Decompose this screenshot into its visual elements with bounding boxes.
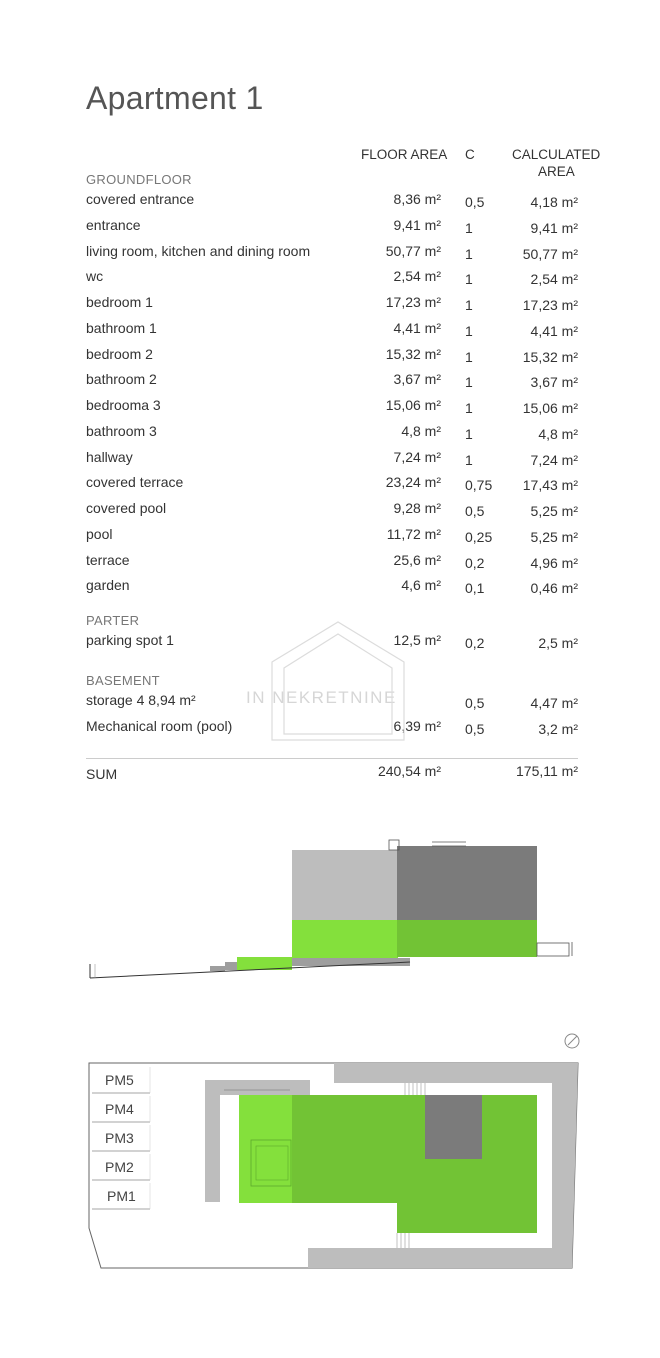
header-calculated: CALCULATED: [512, 147, 601, 162]
sum-calculated: 175,11 m²: [516, 763, 578, 779]
room-name: living room, kitchen and dining room: [86, 243, 311, 259]
coefficient-value: 1: [465, 220, 473, 236]
header-c: C: [465, 147, 475, 162]
parking-label: PM4: [105, 1101, 134, 1117]
header-floor-area: FLOOR AREA: [361, 147, 448, 162]
calculated-area-value: 17,23 m²: [522, 297, 578, 313]
calculated-area-value: 0,46 m²: [530, 580, 578, 596]
floor-area-value: 25,6 m²: [393, 552, 441, 568]
coefficient-value: 1: [465, 452, 473, 468]
calculated-area-value: 5,25 m²: [530, 529, 578, 545]
room-name: Mechanical room (pool): [86, 718, 233, 734]
floor-area-value: 4,41 m²: [393, 320, 441, 336]
coefficient-value: 1: [465, 323, 473, 339]
coefficient-value: 1: [465, 297, 473, 313]
header-area: AREA: [538, 164, 575, 179]
watermark: IN NEKRETNINE: [246, 688, 397, 707]
floor-area-value: 23,24 m²: [385, 474, 441, 490]
coefficient-value: 0,5: [465, 194, 485, 210]
room-name: hallway: [86, 449, 133, 465]
floor-area-value: 4,6 m²: [401, 577, 441, 593]
floor-area-value: 15,32 m²: [385, 346, 441, 362]
floor-area-value: 17,23 m²: [385, 294, 441, 310]
room-name: covered pool: [86, 500, 167, 516]
coefficient-value: 0,5: [465, 695, 485, 711]
room-name: bedroom 2: [86, 346, 153, 362]
room-name: parking spot 1: [86, 632, 174, 648]
calculated-area-value: 7,24 m²: [530, 452, 578, 468]
calculated-area-value: 17,43 m²: [522, 477, 578, 493]
room-name: pool: [86, 526, 113, 542]
sum-floor-area: 240,54 m²: [377, 763, 441, 779]
calculated-area-value: 9,41 m²: [530, 220, 578, 236]
floor-area-value: 8,36 m²: [393, 191, 441, 207]
floor-area-value: 11,72 m²: [386, 526, 441, 542]
room-name: storage 4 8,94 m²: [86, 692, 196, 708]
calculated-area-value: 4,96 m²: [530, 555, 578, 571]
room-name: terrace: [86, 552, 130, 568]
room-name: bedrooma 3: [86, 397, 161, 413]
coefficient-value: 0,5: [465, 721, 485, 737]
calculated-area-value: 2,5 m²: [538, 635, 578, 651]
calculated-area-value: 15,06 m²: [522, 400, 578, 416]
section-parter: PARTER: [86, 613, 140, 628]
parking-label: PM1: [107, 1188, 136, 1204]
calculated-area-value: 15,32 m²: [522, 349, 578, 365]
floor-area-value: 9,28 m²: [393, 500, 441, 516]
calculated-area-value: 3,2 m²: [538, 721, 578, 737]
coefficient-value: 0,5: [465, 503, 485, 519]
coefficient-value: 1: [465, 271, 473, 287]
calculated-area-value: 4,41 m²: [530, 323, 578, 339]
room-name: bedroom 1: [86, 294, 153, 310]
elevation: [90, 840, 572, 978]
floor-area-value: 50,77 m²: [385, 243, 441, 259]
calculated-area-value: 4,18 m²: [530, 194, 578, 210]
sum-label: SUM: [86, 766, 118, 782]
calculated-area-value: 2,54 m²: [530, 271, 578, 287]
room-name: covered entrance: [86, 191, 195, 207]
floor-area-value: 4,8 m²: [401, 423, 441, 439]
site-plan: [89, 1034, 579, 1268]
parking-label: PM2: [105, 1159, 134, 1175]
floor-area-value: 12,5 m²: [393, 632, 441, 648]
room-name: bathroom 2: [86, 371, 157, 387]
floor-area-value: 9,41 m²: [393, 217, 441, 233]
calculated-area-value: 50,77 m²: [522, 246, 578, 262]
calculated-area-value: 4,8 m²: [538, 426, 578, 442]
floor-area-value: 7,24 m²: [393, 449, 441, 465]
coefficient-value: 1: [465, 349, 473, 365]
floor-area-value: 6,39 m²: [393, 718, 441, 734]
page-title: Apartment 1: [86, 80, 264, 116]
coefficient-value: 0,2: [465, 635, 485, 651]
room-name: garden: [86, 577, 130, 593]
calculated-area-value: 5,25 m²: [530, 503, 578, 519]
coefficient-value: 1: [465, 426, 473, 442]
section-groundfloor: GROUNDFLOOR: [86, 172, 192, 187]
parking-label: PM5: [105, 1072, 134, 1088]
coefficient-value: 1: [465, 400, 473, 416]
coefficient-value: 1: [465, 374, 473, 390]
coefficient-value: 0,1: [465, 580, 485, 596]
floor-area-value: 3,67 m²: [393, 371, 441, 387]
coefficient-value: 0,25: [465, 529, 493, 545]
room-name: wc: [86, 268, 104, 284]
room-name: entrance: [86, 217, 141, 233]
room-name: bathroom 3: [86, 423, 157, 439]
floor-area-value: 2,54 m²: [393, 268, 441, 284]
coefficient-value: 0,2: [465, 555, 485, 571]
coefficient-value: 0,75: [465, 477, 493, 493]
section-basement: BASEMENT: [86, 673, 160, 688]
room-name: bathroom 1: [86, 320, 157, 336]
calculated-area-value: 3,67 m²: [530, 374, 578, 390]
coefficient-value: 1: [465, 246, 473, 262]
room-name: covered terrace: [86, 474, 184, 490]
calculated-area-value: 4,47 m²: [530, 695, 578, 711]
parking-label: PM3: [105, 1130, 134, 1146]
floor-area-value: 15,06 m²: [385, 397, 441, 413]
